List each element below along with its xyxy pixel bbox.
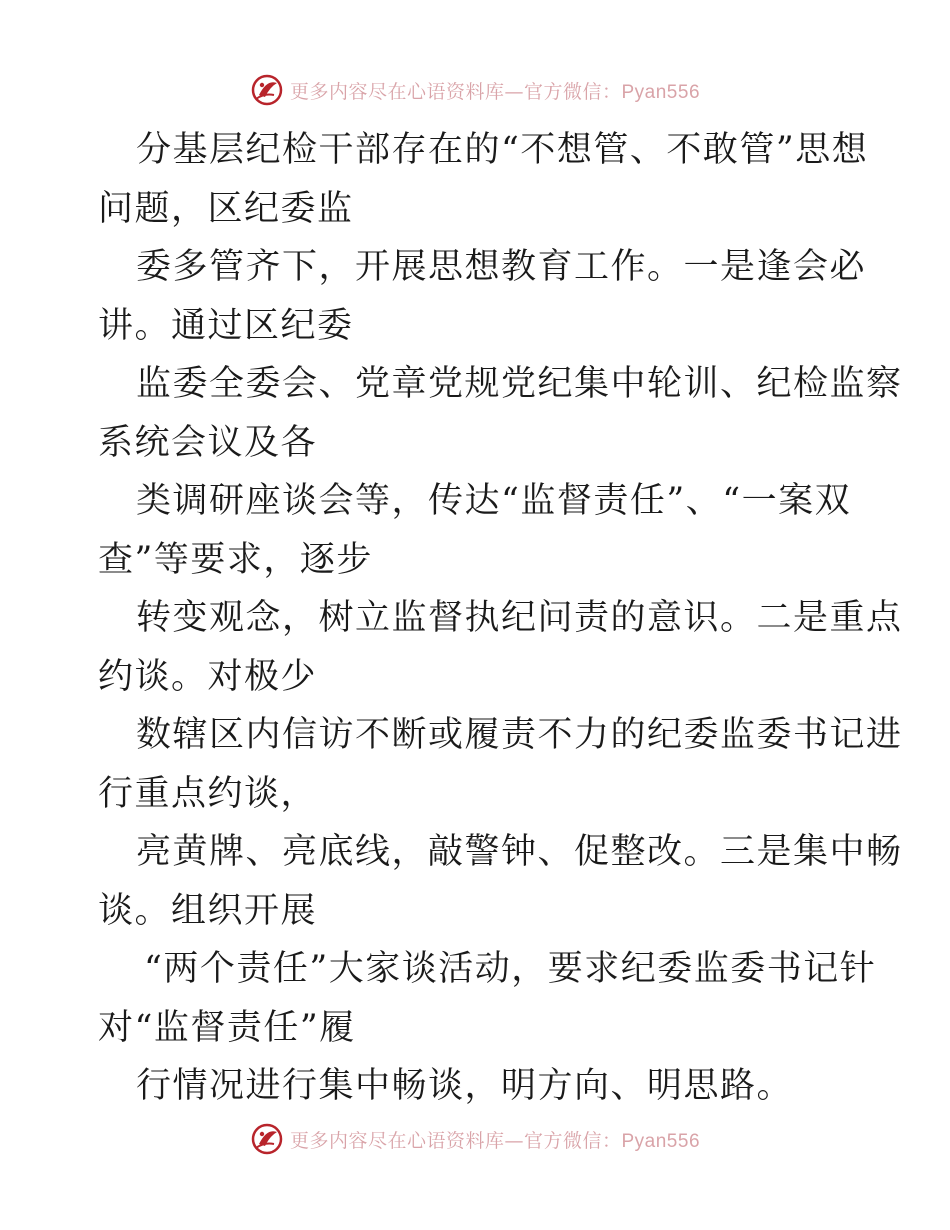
header-banner-suffix: 官方微信： (523, 80, 622, 103)
body-text (98, 121, 903, 1116)
text-line: 系统会议及各 (98, 422, 318, 463)
footer-banner-handle: Pyan556 (621, 1130, 701, 1152)
text-line: 行重点约谈， (98, 773, 318, 814)
header-banner-separator: — (504, 80, 524, 103)
footer-banner-suffix: 官方微信： (523, 1129, 622, 1152)
text-line: 问题，区纪委监 (98, 188, 354, 229)
text-line: 分基层纪检干部存在的“不想管、不敢管”思想 (136, 130, 869, 170)
text-line: 委多管齐下，开展思想教育工作。一是逢会必 (136, 247, 867, 287)
footer-banner (0, 1121, 950, 1157)
text-line: 转变观念，树立监督执纪问责的意识。二是重点 (136, 598, 903, 638)
header-banner (0, 72, 950, 108)
header-banner-main: 更多内容尽在心语资料库 (289, 80, 505, 103)
logo-icon (250, 73, 284, 107)
text-line: 谈。组织开展 (98, 890, 318, 931)
text-line: 查”等要求，逐步 (98, 539, 373, 580)
footer-banner-main: 更多内容尽在心语资料库 (289, 1129, 505, 1152)
text-line: 监委全委会、党章党规党纪集中轮训、纪检监察 (136, 364, 903, 404)
logo-icon (250, 1122, 284, 1156)
text-line: 类调研座谈会等，传达“监督责任”、“一案双 (136, 481, 852, 521)
text-line: 讲。通过区纪委 (98, 305, 354, 346)
text-line: 亮黄牌、亮底线，敲警钟、促整改。三是集中畅 (136, 832, 903, 872)
text-line: 对“监督责任”履 (98, 1007, 356, 1048)
footer-banner-text (290, 1126, 700, 1153)
header-banner-handle: Pyan556 (621, 81, 701, 103)
text-line: “两个责任”大家谈活动，要求纪委监委书记针 (144, 949, 877, 989)
text-line: 数辖区内信访不断或履责不力的纪委监委书记进 (136, 715, 903, 755)
text-line: 约谈。对极少 (98, 656, 318, 697)
header-banner-text (290, 77, 700, 104)
footer-banner-separator: — (504, 1129, 524, 1152)
text-line: 行情况进行集中畅谈，明方向、明思路。 (136, 1066, 794, 1106)
